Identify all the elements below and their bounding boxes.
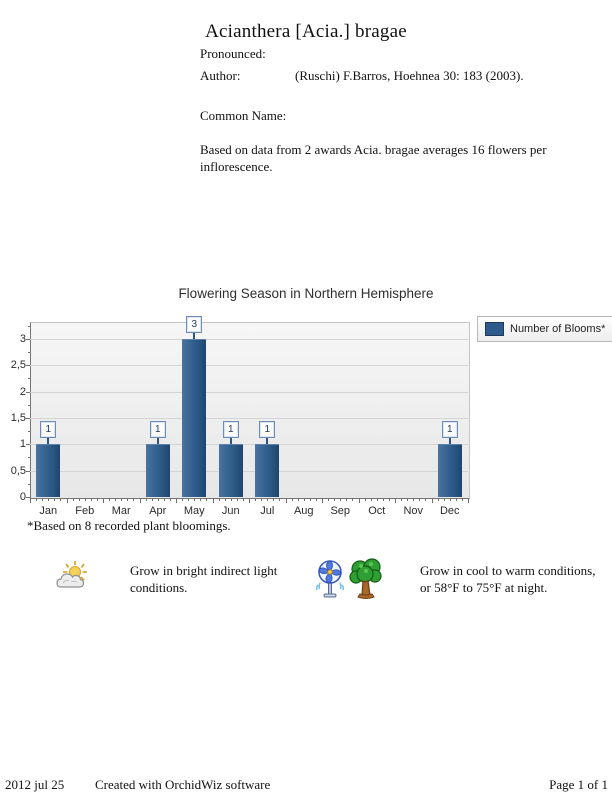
x-axis-minor-tick <box>444 498 445 501</box>
sun-behind-cloud-icon <box>55 560 89 592</box>
x-axis-major-tick <box>468 498 469 503</box>
y-axis-minor-tick <box>28 352 30 353</box>
x-axis-label: Jan <box>39 505 58 517</box>
x-axis-minor-tick <box>407 498 408 501</box>
x-axis-minor-tick <box>164 498 165 501</box>
x-axis-minor-tick <box>206 498 207 501</box>
y-axis-minor-tick <box>28 431 30 432</box>
x-axis-minor-tick <box>158 498 159 501</box>
y-axis-label: 3 <box>19 332 26 345</box>
x-axis-label: Mar <box>111 505 131 517</box>
y-gridline <box>30 471 468 472</box>
flowering-season-chart <box>0 282 612 528</box>
x-axis-minor-tick <box>310 498 311 501</box>
author-field <box>200 68 600 84</box>
y-axis-label: 0,5 <box>10 464 26 477</box>
x-axis-label: Aug <box>293 505 314 517</box>
x-axis-label: Oct <box>368 505 386 517</box>
x-axis-major-tick <box>249 498 250 503</box>
y-axis-label: 2 <box>19 385 26 398</box>
x-axis-label: Jul <box>260 505 275 517</box>
x-axis-minor-tick <box>267 498 268 501</box>
y-gridline <box>30 418 468 419</box>
x-axis-minor-tick <box>85 498 86 501</box>
x-axis-minor-tick <box>109 498 110 501</box>
x-axis-major-tick <box>103 498 104 503</box>
fan-icon <box>315 559 345 599</box>
x-axis-minor-tick <box>377 498 378 501</box>
footer-credit: Created with OrchidWiz software <box>95 777 271 792</box>
chart-title: Flowering Season in Northern Hemisphere <box>178 286 434 301</box>
author-label: Author: <box>200 68 241 83</box>
x-axis-minor-tick <box>60 498 61 501</box>
x-axis-minor-tick <box>237 498 238 501</box>
x-axis-minor-tick <box>97 498 98 501</box>
x-axis-minor-tick <box>279 498 280 501</box>
footer-date: 2012 jul 25 <box>5 777 65 792</box>
bar-value-callout: 1 <box>259 421 275 438</box>
bar-jul <box>255 444 279 497</box>
x-axis-minor-tick <box>425 498 426 501</box>
bar-jan <box>36 444 60 497</box>
x-axis-minor-tick <box>152 498 153 501</box>
x-axis-major-tick <box>30 498 31 503</box>
x-axis-label: Apr <box>149 505 167 517</box>
y-axis-minor-tick <box>28 326 30 327</box>
x-axis-minor-tick <box>36 498 37 501</box>
chart-legend <box>477 316 612 342</box>
x-axis-major-tick <box>359 498 360 503</box>
bar-value-callout: 1 <box>150 421 166 438</box>
x-axis-minor-tick <box>225 498 226 501</box>
x-axis-label: Jun <box>221 505 240 517</box>
x-axis-minor-tick <box>170 498 171 501</box>
x-axis-major-tick <box>432 498 433 503</box>
x-axis-minor-tick <box>133 498 134 501</box>
x-axis-minor-tick <box>48 498 49 501</box>
x-axis-label: Dec <box>439 505 460 517</box>
x-axis-minor-tick <box>115 498 116 501</box>
temperature-icons <box>315 557 384 599</box>
tree-icon <box>348 557 384 599</box>
y-axis-major-tick <box>26 444 30 445</box>
y-axis-minor-tick <box>28 484 30 485</box>
x-axis-label: Nov <box>403 505 424 517</box>
bar-callout-line <box>47 437 49 444</box>
x-axis-label: Feb <box>75 505 95 517</box>
x-axis-minor-tick <box>42 498 43 501</box>
x-axis-minor-tick <box>182 498 183 501</box>
bar-jun <box>219 444 243 497</box>
x-axis-minor-tick <box>401 498 402 501</box>
x-axis-minor-tick <box>383 498 384 501</box>
chart-footnote: *Based on 8 recorded plant bloomings. <box>27 518 231 533</box>
x-axis-minor-tick <box>419 498 420 501</box>
temperature-culture-text: Grow in cool to warm conditions, or 58°F to 75°F at night. <box>420 563 596 595</box>
x-axis-major-tick <box>67 498 68 503</box>
x-axis-major-tick <box>395 498 396 503</box>
y-gridline <box>30 339 468 340</box>
bar-dec <box>438 444 462 497</box>
x-axis-major-tick <box>140 498 141 503</box>
x-axis-minor-tick <box>304 498 305 501</box>
y-axis-label: 2,5 <box>10 359 26 372</box>
bar-value-callout: 1 <box>40 421 56 438</box>
x-axis-minor-tick <box>127 498 128 501</box>
y-axis-minor-tick <box>28 457 30 458</box>
bar-value-callout: 1 <box>223 421 239 438</box>
legend-swatch <box>485 322 504 336</box>
pronounced-label: Pronounced: <box>200 46 266 61</box>
x-axis-minor-tick <box>352 498 353 501</box>
light-culture-text: Grow in bright indirect light conditions. <box>130 563 278 595</box>
author-value: (Ruschi) F.Barros, Hoehnea 30: 183 (2003). <box>295 68 524 83</box>
y-axis-major-tick <box>26 339 30 340</box>
x-axis-minor-tick <box>389 498 390 501</box>
x-axis-minor-tick <box>292 498 293 501</box>
x-axis-minor-tick <box>346 498 347 501</box>
y-axis-major-tick <box>26 365 30 366</box>
x-axis-major-tick <box>322 498 323 503</box>
bar-callout-line <box>266 437 268 444</box>
summary-paragraph: Based on data from 2 awards Acia. bragae averages 16 flowers per inflorescence. <box>200 142 547 174</box>
x-axis-minor-tick <box>316 498 317 501</box>
bar-value-callout: 1 <box>442 421 458 438</box>
x-axis-minor-tick <box>121 498 122 501</box>
x-axis-minor-tick <box>328 498 329 501</box>
x-axis-minor-tick <box>219 498 220 501</box>
x-axis-minor-tick <box>371 498 372 501</box>
x-axis-minor-tick <box>243 498 244 501</box>
x-axis-minor-tick <box>462 498 463 501</box>
y-axis-major-tick <box>26 471 30 472</box>
x-axis-minor-tick <box>261 498 262 501</box>
x-axis-minor-tick <box>188 498 189 501</box>
x-axis-minor-tick <box>438 498 439 501</box>
x-axis-minor-tick <box>194 498 195 501</box>
y-gridline <box>30 365 468 366</box>
bar-callout-line <box>449 437 451 444</box>
footer-page-number: Page 1 of 1 <box>549 777 608 792</box>
x-axis-minor-tick <box>340 498 341 501</box>
x-axis-minor-tick <box>54 498 55 501</box>
x-axis-label: Sep <box>330 505 351 517</box>
species-title: Acianthera [Acia.] bragae <box>205 20 407 42</box>
x-axis-minor-tick <box>450 498 451 501</box>
common-name-label: Common Name: <box>200 108 287 123</box>
x-axis-minor-tick <box>365 498 366 501</box>
bar-may <box>182 339 206 497</box>
x-axis-label: May <box>183 505 205 517</box>
x-axis-minor-tick <box>79 498 80 501</box>
chart-plot-area <box>30 322 470 499</box>
x-axis-minor-tick <box>456 498 457 501</box>
y-axis-label: 0 <box>19 491 26 503</box>
bar-apr <box>146 444 170 497</box>
y-axis-major-tick <box>26 418 30 419</box>
bar-callout-line <box>230 437 232 444</box>
legend-label: Number of Blooms* <box>510 323 606 335</box>
y-axis-label: 1 <box>19 438 26 451</box>
x-axis-minor-tick <box>413 498 414 501</box>
y-axis-label: 1,5 <box>10 411 26 424</box>
x-axis-minor-tick <box>273 498 274 501</box>
bar-value-callout: 3 <box>186 316 202 333</box>
y-gridline <box>30 392 468 393</box>
x-axis-minor-tick <box>231 498 232 501</box>
y-axis-minor-tick <box>28 378 30 379</box>
x-axis-minor-tick <box>200 498 201 501</box>
x-axis-major-tick <box>286 498 287 503</box>
bar-callout-line <box>157 437 159 444</box>
x-axis-major-tick <box>213 498 214 503</box>
x-axis-minor-tick <box>298 498 299 501</box>
x-axis-minor-tick <box>146 498 147 501</box>
y-gridline <box>30 444 468 445</box>
x-axis-minor-tick <box>91 498 92 501</box>
x-axis-major-tick <box>176 498 177 503</box>
bar-callout-line <box>193 332 195 339</box>
x-axis-minor-tick <box>255 498 256 501</box>
x-axis-minor-tick <box>73 498 74 501</box>
y-axis-minor-tick <box>28 405 30 406</box>
y-axis-major-tick <box>26 392 30 393</box>
x-axis-minor-tick <box>334 498 335 501</box>
